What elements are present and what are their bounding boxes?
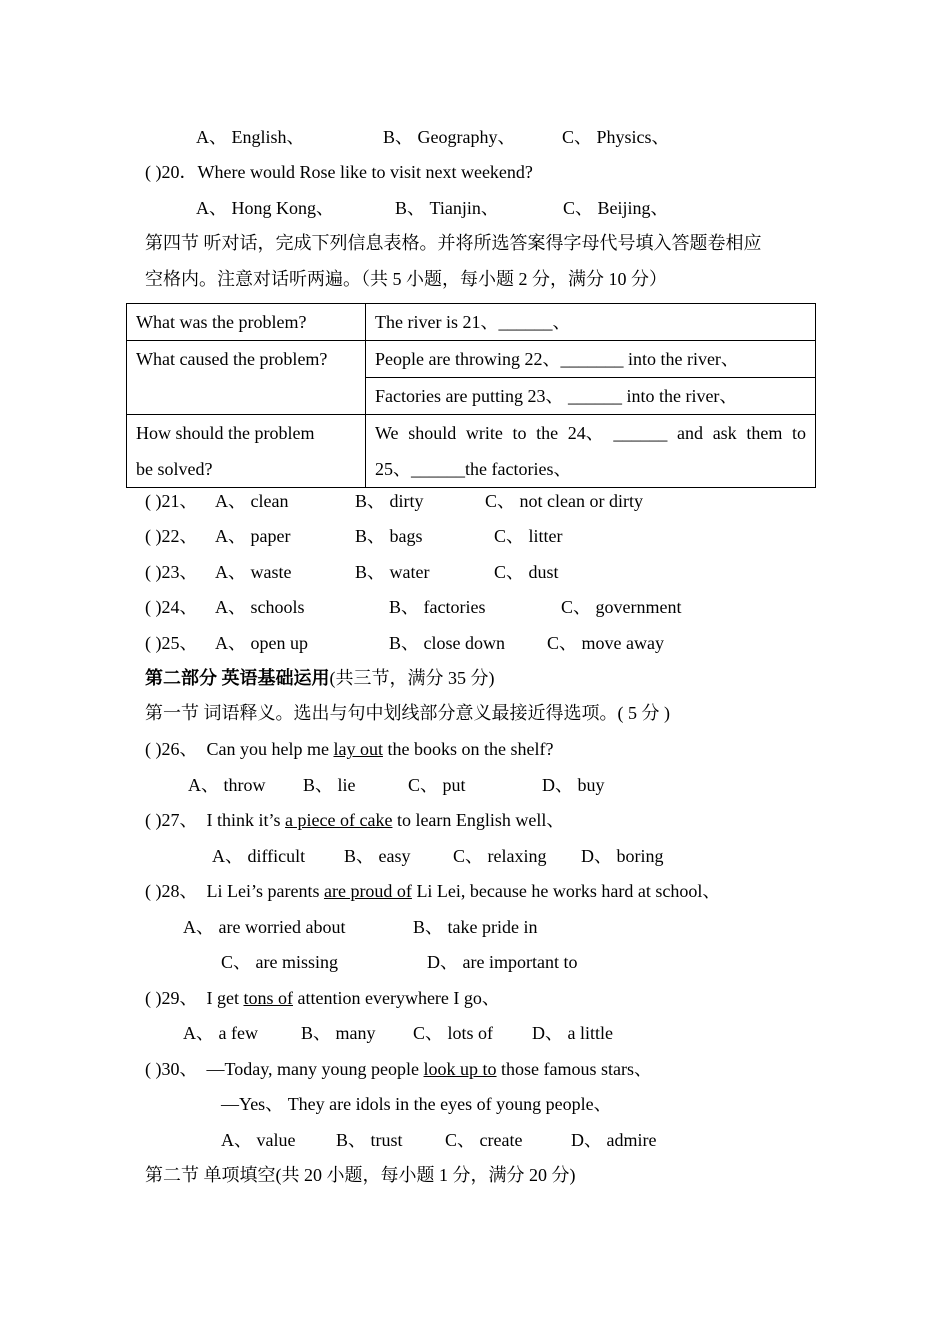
section-4-instructions: 第四节 听对话，完成下列信息表格。并将所选答案得字母代号填入答题卷相应 [145,233,762,253]
option-b: B、 Tianjin、 [395,198,499,218]
underlined-phrase: tons of [243,988,293,1008]
option-d: D、 admire [571,1130,657,1150]
question-text: Where would Rose like to visit next weekend? [197,162,533,182]
option-c: C、 government [561,597,682,617]
table-cell: The river is 21、______、 [366,304,816,341]
table-cell [366,415,816,488]
option-c: C、 dust [494,562,559,582]
option-a: A、 Hong Kong、 [196,198,334,218]
question-text: the books on the shelf? [382,739,554,759]
cell-line: be solved? [136,459,213,479]
part-2-title: 第二部分 英语基础运用 [145,668,330,688]
question-number: ( )24、 [145,597,198,617]
option-a: A、 throw [188,775,266,795]
question-number: ( )28、 [145,881,198,901]
question-number: ( )21、 [145,491,198,511]
option-b: B、 trust [336,1130,403,1150]
option-b: B、 dirty [355,491,424,511]
question-number: ( )30、 [145,1059,198,1079]
option-d: D、 boring [581,846,664,866]
table-cell: What caused the problem? [127,341,366,415]
option-d: D、 a little [532,1023,613,1043]
question-text: I think it’s [206,810,286,830]
option-a: A、 waste [215,562,292,582]
option-c: C、 relaxing [453,846,547,866]
word: them [746,423,783,443]
option-a: A、 paper [215,526,291,546]
word: We [375,423,399,443]
question-20 [145,160,533,184]
question-29 [145,986,500,1010]
option-c: C、 not clean or dirty [485,491,643,511]
underlined-phrase: are proud of [323,881,412,901]
option-c: C、 move away [547,633,664,653]
option-a: A、 schools [215,597,305,617]
option-c: C、 lots of [413,1023,494,1043]
question-text: those famous stars、 [496,1059,653,1079]
option-a: A、 a few [183,1023,258,1043]
option-b: B、 close down [389,633,505,653]
option-a: A、 are worried about [183,917,346,937]
option-d: D、 buy [542,775,605,795]
question-number: ( )26、 [145,739,198,759]
question-number: ( )27、 [145,810,198,830]
word: ask [712,423,737,443]
word: and [677,423,704,443]
option-a: A、 value [221,1130,296,1150]
option-a: A、 English、 [196,127,305,147]
option-c: C、 put [408,775,466,795]
question-number: ( )20． [145,162,198,182]
cell-line [375,415,806,451]
table-row [127,415,816,488]
question-30-reply: —Yes、 They are idols in the eyes of young people、 [221,1094,612,1114]
option-b: B、 water [355,562,430,582]
underlined-phrase: lay out [333,739,383,759]
part-2-score: (共三节，满分 35 分) [329,668,495,688]
table-cell: People are throwing 22、_______ into the river、 [366,341,816,378]
underlined-phrase: look up to [423,1059,497,1079]
underlined-phrase: a piece of cake [285,810,393,830]
word: 24、 [567,423,604,443]
section-2-title: 第二节 单项填空(共 20 小题，每小题 1 分，满分 20 分) [145,1165,576,1185]
cell-line: How should the problem [136,423,315,443]
option-b: B、 lie [303,775,356,795]
question-number: ( )25、 [145,633,198,653]
word: to [791,423,806,443]
table-cell [127,415,366,488]
option-b: B、 Geography、 [383,127,516,147]
option-b: B、 factories [389,597,486,617]
question-number: ( )29、 [145,988,198,1008]
option-b: B、 many [301,1023,376,1043]
option-a: A、 clean [215,491,289,511]
question-number: ( )22、 [145,526,198,546]
question-text: Li Lei’s parents [206,881,324,901]
word: ______ [613,423,668,443]
question-number: ( )23、 [145,562,198,582]
option-a: A、 difficult [212,846,306,866]
word: should [408,423,457,443]
word: to [512,423,527,443]
question-28 [145,879,720,903]
question-26 [145,737,553,761]
section-4-instructions-cont: 空格内。注意对话听两遍。（共 5 小题，每小题 2 分，满分 10 分） [145,269,667,289]
table-row [127,341,816,378]
option-c: C、 are missing [221,952,338,972]
option-a: A、 open up [215,633,308,653]
option-b: B、 bags [355,526,423,546]
question-30 [145,1057,652,1081]
question-text: I get [206,988,244,1008]
section-1-title: 第一节 词语释义。选出与句中划线部分意义最接近得选项。( 5 分 ) [145,703,670,723]
part-2-heading [145,666,495,690]
table-cell: Factories are putting 23、 ______ into the river、 [366,378,816,415]
table-cell: What was the problem? [127,304,366,341]
word: the [536,423,559,443]
question-text: attention everywhere I go、 [292,988,500,1008]
option-c: C、 litter [494,526,563,546]
word: write [465,423,503,443]
option-c: C、 Beijing、 [563,198,669,218]
cell-line: 25、______the factories、 [375,459,572,479]
question-text: to learn English well、 [392,810,565,830]
question-text: Li Lei, because he works hard at school、 [411,881,721,901]
info-table [126,303,816,488]
question-27 [145,808,564,832]
question-text: Can you help me [206,739,334,759]
option-c: C、 Physics、 [562,127,670,147]
option-b: B、 easy [344,846,411,866]
table-row [127,304,816,341]
option-c: C、 create [445,1130,523,1150]
question-text: —Today, many young people [206,1059,424,1079]
option-b: B、 take pride in [413,917,538,937]
option-d: D、 are important to [427,952,578,972]
